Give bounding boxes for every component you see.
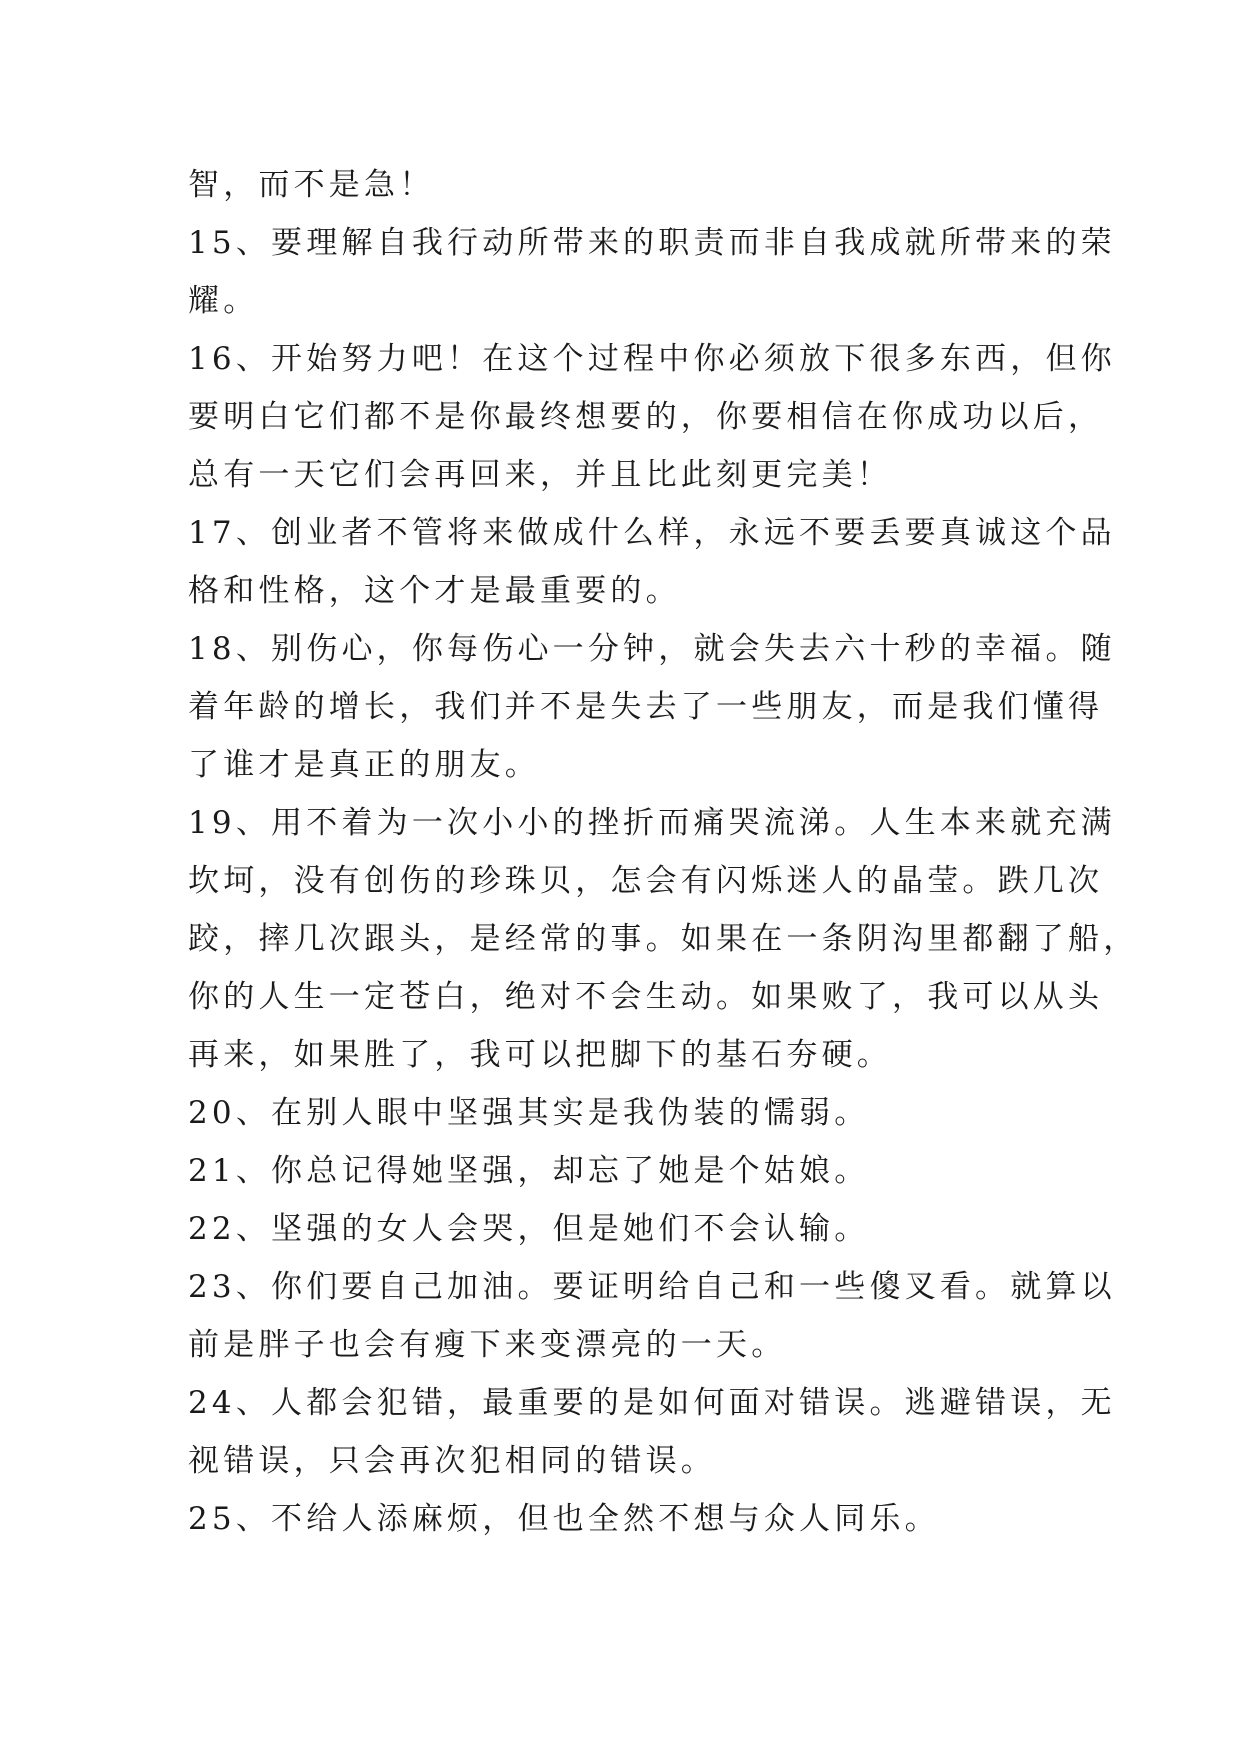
text-line: 再来，如果胜了，我可以把脚下的基石夯硬。 xyxy=(188,1037,892,1073)
text-line: 坎坷，没有创伤的珍珠贝，怎会有闪烁迷人的晶莹。跌几次 xyxy=(188,863,1104,899)
text-line: 19、用不着为一次小小的挫折而痛哭流涕。人生本来就充满 xyxy=(188,805,1116,841)
text-line: 25、不给人添麻烦，但也全然不想与众人同乐。 xyxy=(188,1501,940,1537)
text-line: 跤，摔几次跟头，是经常的事。如果在一条阴沟里都翻了船， xyxy=(188,921,1139,957)
text-line: 总有一天它们会再回来，并且比此刻更完美！ xyxy=(188,457,892,493)
text-line: 要明白它们都不是你最终想要的，你要相信在你成功以后， xyxy=(188,399,1104,435)
text-line: 15、要理解自我行动所带来的职责而非自我成就所带来的荣 xyxy=(188,225,1116,261)
text-line: 16、开始努力吧！在这个过程中你必须放下很多东西，但你 xyxy=(188,341,1116,377)
text-line: 前是胖子也会有瘦下来变漂亮的一天。 xyxy=(188,1327,787,1363)
text-line: 着年龄的增长，我们并不是失去了一些朋友，而是我们懂得 xyxy=(188,689,1104,725)
text-line: 耀。 xyxy=(188,283,259,319)
text-line: 智，而不是急！ xyxy=(188,167,435,203)
text-line: 21、你总记得她坚强，却忘了她是个姑娘。 xyxy=(188,1153,870,1189)
text-line: 24、人都会犯错，最重要的是如何面对错误。逃避错误，无 xyxy=(188,1385,1116,1421)
text-line: 格和性格，这个才是最重要的。 xyxy=(188,573,681,609)
text-line: 20、在别人眼中坚强其实是我伪装的懦弱。 xyxy=(188,1095,870,1131)
text-line: 23、你们要自己加油。要证明给自己和一些傻叉看。就算以 xyxy=(188,1269,1116,1305)
text-line: 17、创业者不管将来做成什么样，永远不要丢要真诚这个品 xyxy=(188,515,1116,551)
text-line: 视错误，只会再次犯相同的错误。 xyxy=(188,1443,716,1479)
text-line: 了谁才是真正的朋友。 xyxy=(188,747,540,783)
text-line: 22、坚强的女人会哭，但是她们不会认输。 xyxy=(188,1211,870,1247)
text-line: 18、别伤心，你每伤心一分钟，就会失去六十秒的幸福。随 xyxy=(188,631,1116,667)
text-line: 你的人生一定苍白，绝对不会生动。如果败了，我可以从头 xyxy=(188,979,1104,1015)
